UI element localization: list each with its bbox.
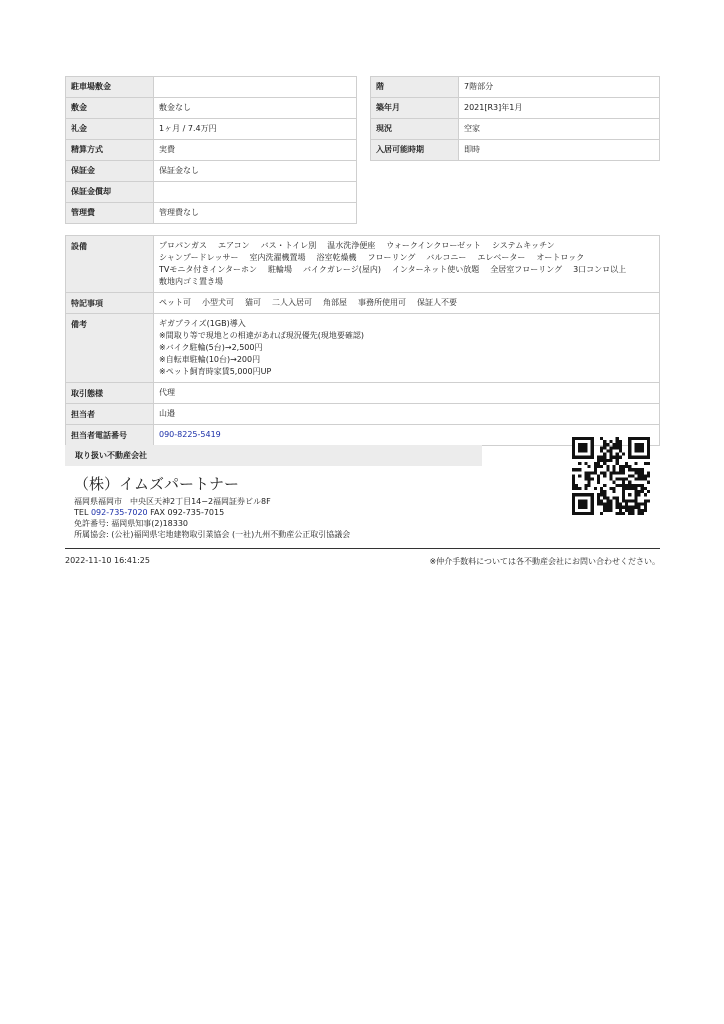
facility-item: バイクガレージ(屋内)	[303, 265, 381, 274]
remark-line: ※間取り等で現地との相違があれば現況優先(現地要確認)	[159, 331, 364, 340]
terms-value: 敷金なし	[154, 98, 357, 119]
special-item: 小型犬可	[202, 298, 234, 307]
terms-value	[154, 182, 357, 203]
remark-line: ※バイク駐輪(5台)→2,500円	[159, 343, 263, 352]
facility-item: オートロック	[536, 253, 585, 262]
terms-label: 保証金償却	[66, 182, 154, 203]
property-info-table	[370, 76, 660, 161]
facility-item: 温水洗浄便座	[327, 241, 376, 250]
dealer-header: 取り扱い不動産会社	[65, 445, 482, 466]
info-label: 階	[371, 77, 459, 98]
info-row	[371, 98, 660, 119]
dealer-contact	[74, 507, 350, 518]
remark-line: ※ペット飼育時家賃5,000円UP	[159, 367, 272, 376]
info-row	[371, 140, 660, 161]
facility-item: バルコニー	[426, 253, 467, 262]
remark-line: ※自転車駐輪(10台)→200円	[159, 355, 261, 364]
tel-link[interactable]: 092-735-7020	[90, 508, 148, 517]
facility-item: シャンプードレッサー	[159, 253, 239, 262]
special-item: 事務所使用可	[358, 298, 406, 307]
footer-divider	[65, 548, 660, 549]
facility-item: エアコン	[218, 241, 250, 250]
facility-item: ウォークインクローゼット	[386, 241, 482, 250]
facilities-list	[154, 236, 660, 293]
company-name: （株）イムズパートナー	[74, 475, 240, 493]
facilities-label: 設備	[66, 236, 154, 293]
facility-item: インターネット使い放題	[391, 265, 480, 274]
terms-value: 実費	[154, 140, 357, 161]
fax-text: FAX 092-735-7015	[147, 508, 225, 517]
facility-item: システムキッチン	[492, 241, 555, 250]
terms-label: 保証金	[66, 161, 154, 182]
facility-item: TVモニタ付きインターホン	[159, 265, 258, 274]
info-value: 即時	[459, 140, 660, 161]
fee-note: ※仲介手数料については各不動産会社にお問い合わせください。	[429, 557, 660, 566]
special-list	[154, 293, 660, 314]
staff-phone-label: 担当者電話番号	[66, 425, 154, 446]
facility-item: プロパンガス	[159, 241, 207, 250]
terms-row	[66, 182, 357, 203]
remarks-label: 備考	[66, 314, 154, 383]
special-item: 保証人不要	[417, 298, 457, 307]
terms-row	[66, 203, 357, 224]
remarks-text	[154, 314, 660, 383]
qr-code	[572, 437, 650, 515]
info-row	[371, 77, 660, 98]
dealer-info	[74, 496, 350, 540]
print-timestamp: 2022-11-10 16:41:25	[65, 556, 150, 565]
terms-row	[66, 77, 357, 98]
info-label: 現況	[371, 119, 459, 140]
terms-label: 礼金	[66, 119, 154, 140]
special-item: 二人入居可	[272, 298, 312, 307]
terms-value	[154, 77, 357, 98]
special-item: ペット可	[159, 298, 191, 307]
staff-phone-row	[66, 425, 660, 446]
terms-row	[66, 119, 357, 140]
property-detail-table	[65, 235, 660, 446]
info-value: 7階部分	[459, 77, 660, 98]
terms-row	[66, 140, 357, 161]
special-label: 特記事項	[66, 293, 154, 314]
terms-label: 管理費	[66, 203, 154, 224]
special-item: 角部屋	[323, 298, 347, 307]
facilities-row	[66, 236, 660, 293]
license-number: 免許番号: 福岡県知事(2)18330	[74, 519, 189, 528]
facility-item: フローリング	[367, 253, 416, 262]
special-item: 猫可	[245, 298, 261, 307]
facility-item: 全居室フローリング	[490, 265, 563, 274]
transaction-row	[66, 383, 660, 404]
terms-row	[66, 98, 357, 119]
info-value: 空家	[459, 119, 660, 140]
facility-item: エレベーター	[477, 253, 526, 262]
facility-item: 3口コンロ以上	[573, 265, 627, 274]
info-label: 入居可能時期	[371, 140, 459, 161]
terms-value: 管理費なし	[154, 203, 357, 224]
facility-item: 浴室乾燥機	[316, 253, 357, 262]
staff-label: 担当者	[66, 404, 154, 425]
staff-value: 山邉	[154, 404, 660, 425]
association: 所属協会: (公社)福岡県宅地建物取引業協会 (一社)九州不動産公正取引協議会	[74, 530, 351, 539]
facility-item: 室内洗濯機置場	[249, 253, 306, 262]
facility-item: 駐輪場	[268, 265, 293, 274]
special-row	[66, 293, 660, 314]
terms-label: 敷金	[66, 98, 154, 119]
terms-value: 保証金なし	[154, 161, 357, 182]
dealer-address: 福岡県福岡市 中央区天神2丁目14−2福岡証券ビル8F	[74, 497, 271, 506]
terms-row	[66, 161, 357, 182]
terms-value: 1ヶ月 / 7.4万円	[154, 119, 357, 140]
info-row	[371, 119, 660, 140]
transaction-label: 取引態様	[66, 383, 154, 404]
remark-line: ギガプライズ(1GB)導入	[159, 319, 246, 328]
remarks-row	[66, 314, 660, 383]
property-terms-table	[65, 76, 357, 224]
transaction-value: 代理	[154, 383, 660, 404]
facility-item: バス・トイレ別	[260, 241, 317, 250]
terms-label: 精算方式	[66, 140, 154, 161]
staff-phone-link[interactable]: 090-8225-5419	[159, 430, 221, 439]
terms-label: 駐車場敷金	[66, 77, 154, 98]
tel-label: TEL	[74, 508, 91, 517]
staff-row	[66, 404, 660, 425]
info-value: 2021[R3]年1月	[459, 98, 660, 119]
facility-item: 敷地内ゴミ置き場	[159, 277, 223, 286]
info-label: 築年月	[371, 98, 459, 119]
